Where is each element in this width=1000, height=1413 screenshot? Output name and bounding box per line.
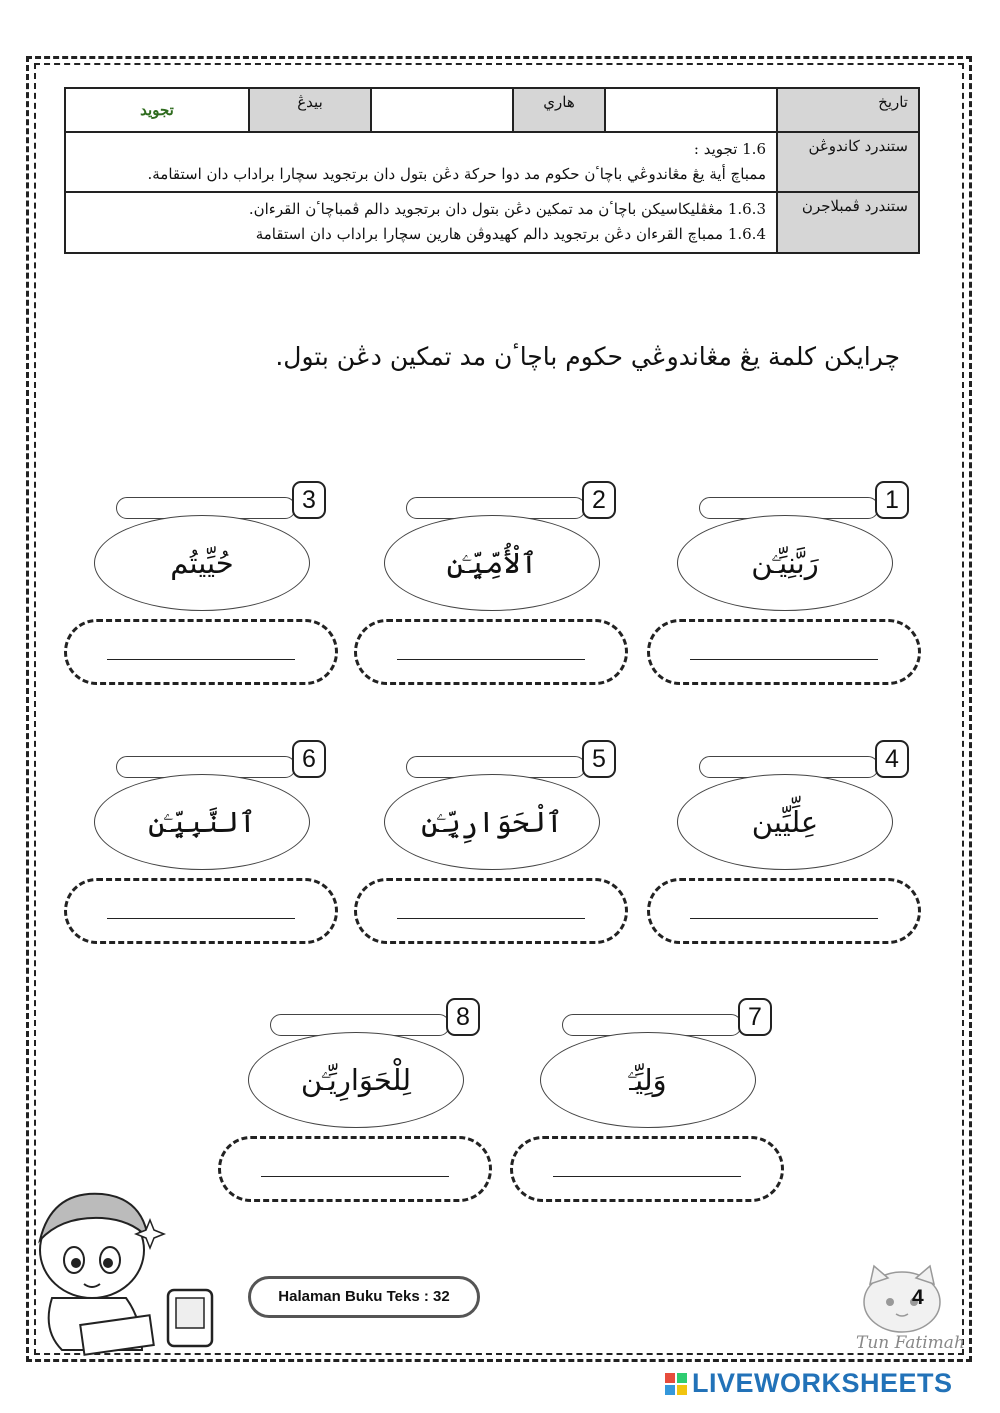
- header-row-learning-standard: [65, 192, 919, 253]
- answer-box[interactable]: [354, 619, 628, 685]
- cat-signature-logo: [842, 1262, 982, 1362]
- pot: [94, 515, 310, 611]
- answer-box[interactable]: [64, 619, 338, 685]
- svg-text:Tun Fatimah: Tun Fatimah: [856, 1333, 965, 1353]
- answer-line: [261, 1176, 449, 1177]
- pot: [540, 1032, 756, 1128]
- answer-box[interactable]: [64, 878, 338, 944]
- content-standard-title: 1.6 تجويد :: [693, 140, 766, 158]
- pot: [248, 1032, 464, 1128]
- quran-word: رَبَّنِيِّـۧن: [751, 545, 819, 580]
- answer-box[interactable]: [218, 1136, 492, 1202]
- quran-word: وَلِيِّـۧ: [629, 1062, 667, 1097]
- question-item-1: [677, 486, 967, 687]
- question-number: 3: [292, 481, 326, 519]
- question-number: 4: [875, 740, 909, 778]
- learning-standard-label: ستندرد ڤمبلاجرن: [777, 192, 919, 253]
- answer-line: [107, 659, 295, 660]
- learning-standard-item: 1.6.3 مڠڤليكاسيكن باچاٴن مد تمكين دڠن بتول دان برتجويد دالم ڤمباچاٴن القرءان.: [248, 199, 766, 218]
- quran-word: ٱلْحَوَارِيِّـۧن: [421, 804, 563, 839]
- answer-line: [690, 659, 878, 660]
- textbook-page-badge: Halaman Buku Teks : 32: [248, 1276, 480, 1318]
- question-item-7: [540, 1003, 830, 1204]
- question-item-3: [94, 486, 384, 687]
- instruction-text: چرايكن كلمة يڠ مڠاندوڠي حكوم باچاٴن مد تمكين دڠن بتول.: [275, 342, 900, 371]
- quran-word: ٱلنَّبِيِّـۧن: [148, 804, 256, 839]
- header-table: [64, 87, 920, 254]
- day-label: هاري: [513, 88, 605, 132]
- question-item-8: [248, 1003, 538, 1204]
- question-number: 2: [582, 481, 616, 519]
- answer-box[interactable]: [354, 878, 628, 944]
- pot: [677, 515, 893, 611]
- learning-standards: [65, 192, 777, 253]
- day-field[interactable]: [371, 88, 513, 132]
- liveworksheets-brand[interactable]: LIVEWORKSHEETS: [692, 1368, 953, 1398]
- quran-word: حُيِّيتُم: [170, 546, 234, 580]
- liveworksheets-logo-icon: [664, 1372, 688, 1396]
- header-row-content-standard: [65, 132, 919, 192]
- date-label: تاريخ: [777, 88, 919, 132]
- subject-title: تجويد: [65, 88, 249, 132]
- answer-box[interactable]: [647, 878, 921, 944]
- content-standard-text: ممباچ أية يڠ مڠاندوڠي باچاٴن حكوم مد دوا حركة دڠن بتول دان برتجويد سچارا براداب دان استقامة.: [147, 164, 766, 183]
- question-number: 8: [446, 998, 480, 1036]
- header-row-info: [65, 88, 919, 132]
- learning-standard-item: 1.6.4 ممباچ القرءان دڠن برتجويد دالم كهيدوڤن هارين سچارا براداب دان استقامة: [255, 225, 766, 243]
- answer-box[interactable]: [510, 1136, 784, 1202]
- answer-line: [397, 918, 585, 919]
- quran-word: لِلْحَوَارِيِّـۧن: [300, 1062, 412, 1097]
- pot: [384, 515, 600, 611]
- question-item-4: [677, 745, 967, 946]
- answer-line: [397, 659, 585, 660]
- answer-line: [553, 1176, 741, 1177]
- question-number: 5: [582, 740, 616, 778]
- question-item-6: [94, 745, 384, 946]
- content-standard: [65, 132, 777, 192]
- answer-line: [107, 918, 295, 919]
- question-number: 1: [875, 481, 909, 519]
- pot: [94, 774, 310, 870]
- quran-word: ٱلْأُمِّيِّـۧن: [446, 545, 538, 580]
- question-item-2: [384, 486, 674, 687]
- question-item-5: [384, 745, 674, 946]
- date-field[interactable]: [605, 88, 777, 132]
- answer-line: [690, 918, 878, 919]
- content-standard-label: ستندرد كاندوڠن: [777, 132, 919, 192]
- page-number: 4: [912, 1286, 924, 1309]
- pot: [384, 774, 600, 870]
- question-number: 6: [292, 740, 326, 778]
- quran-word: عِلِّيِّين: [751, 805, 819, 839]
- student-cartoon-illustration: [22, 1180, 222, 1360]
- class-label: بيدڠ: [249, 88, 371, 132]
- question-number: 7: [738, 998, 772, 1036]
- answer-box[interactable]: [647, 619, 921, 685]
- pot: [677, 774, 893, 870]
